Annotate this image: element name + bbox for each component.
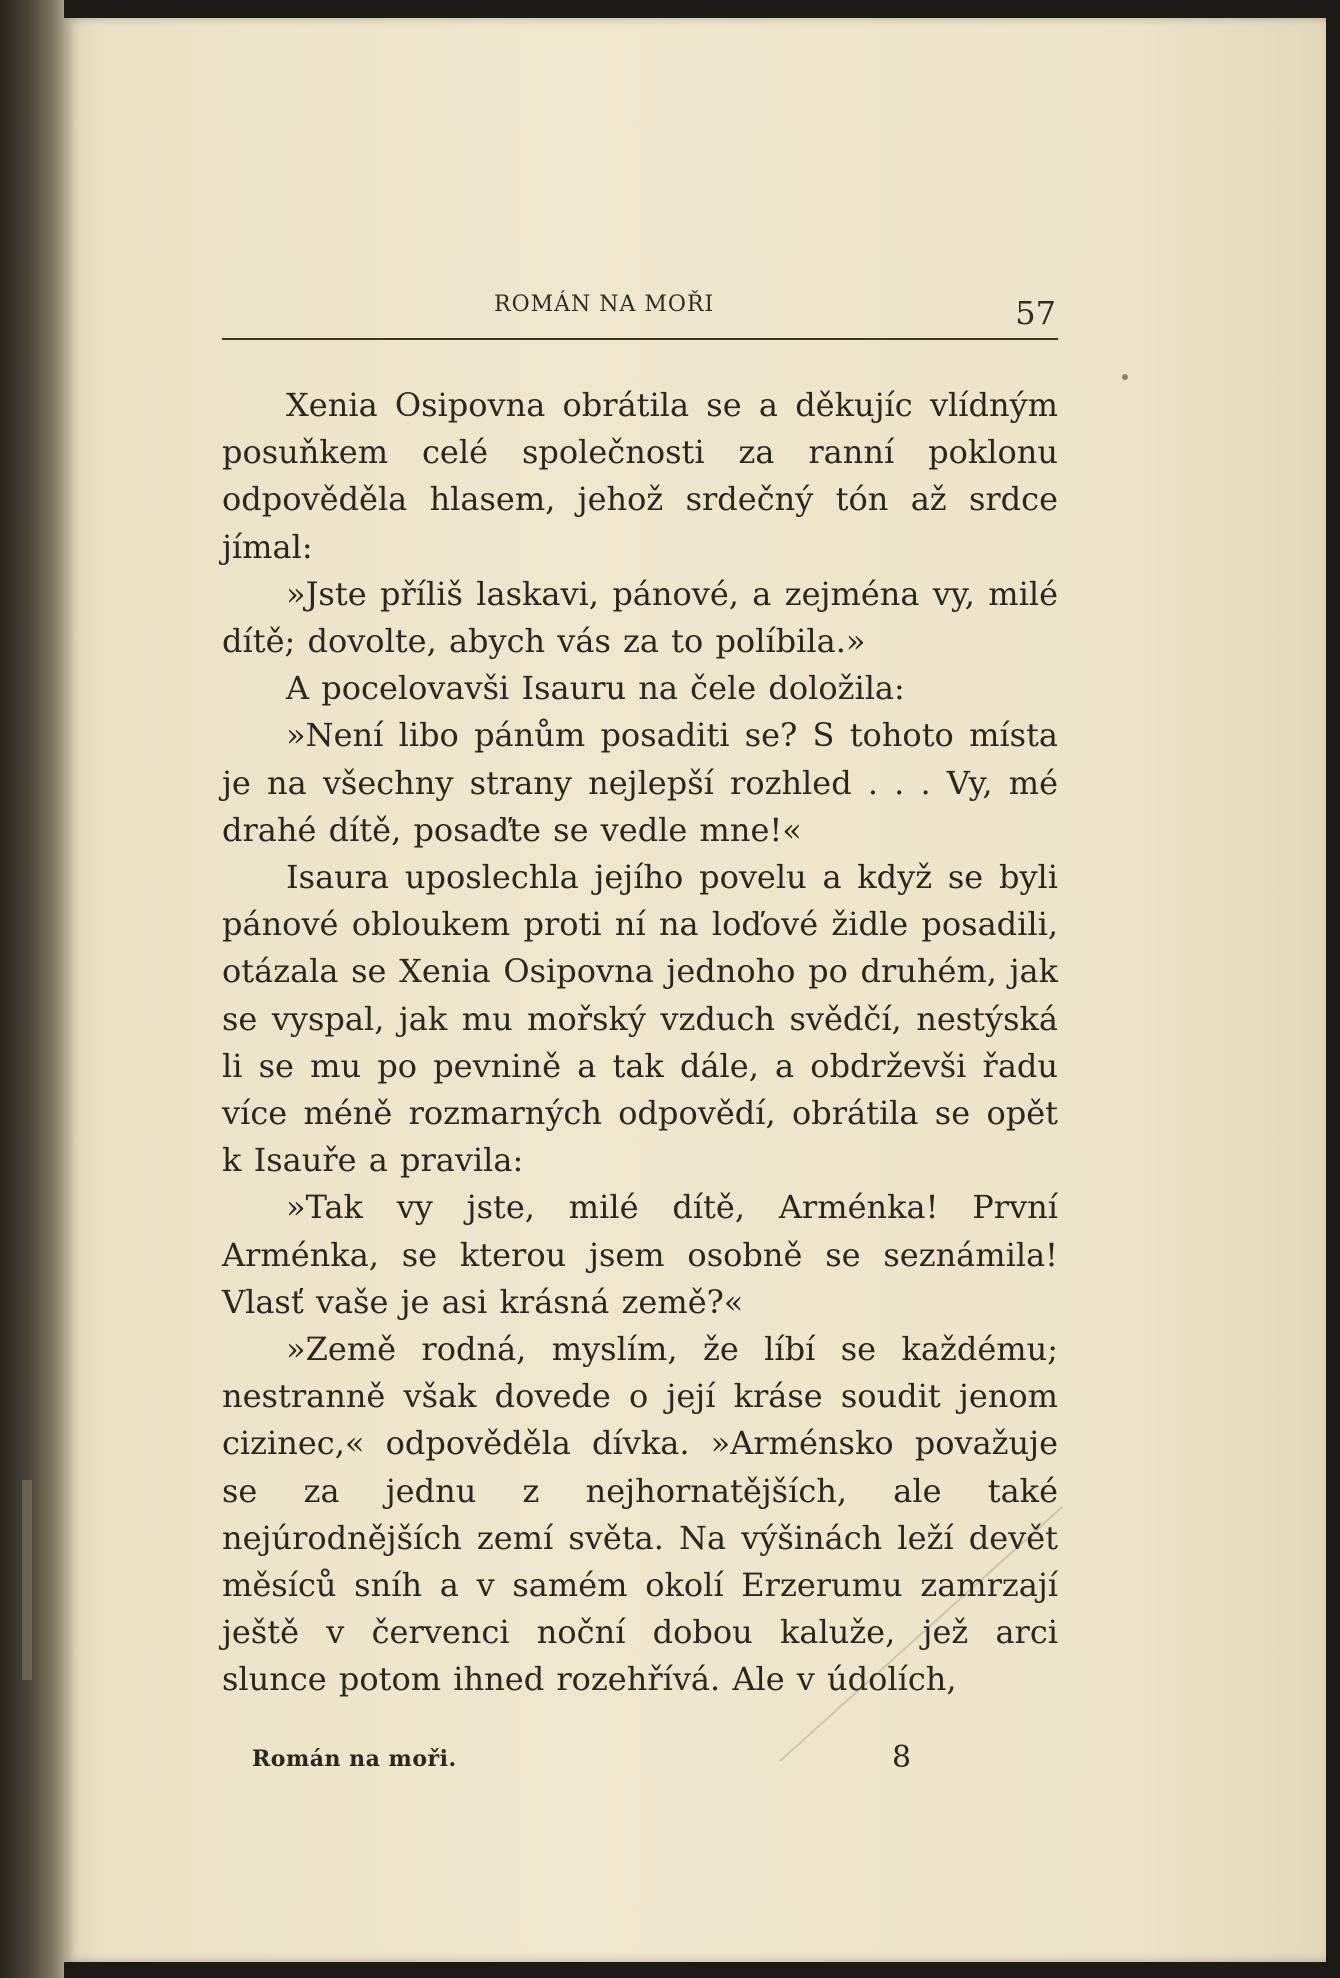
paper-speck (1122, 374, 1128, 380)
paragraph: »Tak vy jste, milé dítě, Arménka! První Arménka, se kterou jsem osobně se seznámila! Vlasť vaše je asi krásná země?« (222, 1188, 1058, 1321)
paragraph: »Není libo pánům posaditi se? S tohoto místa je na všechny strany nejlepší rozhled . . . Vy, mé drahé dítě, posaďte se vedle mne!« (222, 716, 1058, 849)
signature-footer (252, 1740, 952, 1786)
signature-number: 8 (892, 1740, 912, 1775)
paragraph: »Jste příliš laskavi, pánové, a zejména vy, milé dítě; dovolte, abych vás za to políbila.» (222, 574, 1058, 661)
page-number: 57 (1015, 294, 1056, 332)
paragraph: Xenia Osipovna obrátila se a děkujíc vlídným posuňkem celé společnosti za ranní poklonu odpověděla hlasem, jehož srdečný tón až srdce jímal: (222, 386, 1058, 566)
text-block (222, 290, 1058, 1704)
paragraph: Isaura uposlechla jejího povelu a když se byli pánové obloukem proti ní na loďové židle posadili, otázala se Xenia Osipovna jednoho po druhém, jak se vyspal, jak mu mořský vzduch svědčí, nestýská li se mu po pevnině a tak dále, a obdrževši řadu více méně rozmarných odpovědí, obrátila se opět k Isauře a pravila: (222, 858, 1058, 1180)
paragraph: »Země rodná, myslím, že líbí se každému; nestranně však dovede o její kráse soudit jenom cizinec,« odpověděla dívka. »Arménsko považuje se za jednu z nejhornatějších, ale také nejúrodnějších zemí světa. Na výšinách leží devět měsíců sníh a v samém okolí Erzerumu zamrzají ještě v červenci noční dobou kaluže, jež arci slunce potom ihned rozehřívá. Ale v údolích, (222, 1330, 1058, 1699)
body-text (222, 382, 1058, 1704)
book-spine (0, 0, 64, 1978)
paragraph: A pocelovavši Isauru na čele doložila: (286, 669, 905, 708)
spine-highlight (22, 1480, 32, 1680)
signature-title: Román na moři. (252, 1746, 457, 1772)
running-title: ROMÁN NA MOŘI (494, 292, 715, 317)
running-header (222, 290, 1058, 340)
